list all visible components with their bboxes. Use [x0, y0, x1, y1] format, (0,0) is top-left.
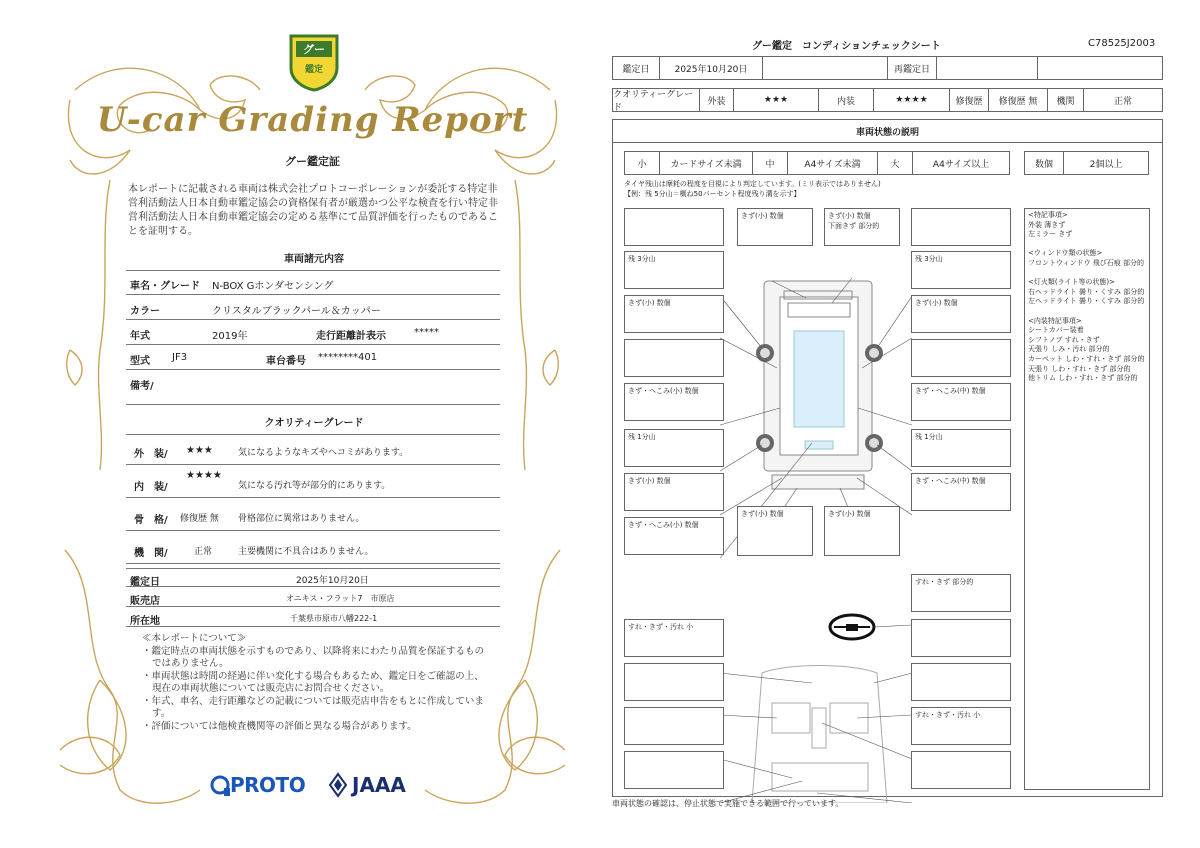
quality-section-title: クオリティーグレード — [264, 418, 364, 429]
interior-label: 内装 — [818, 88, 874, 112]
about-item: ・評価については他検査機関等の評価と異なる場合があります。 — [142, 720, 417, 732]
damage-box-mid-left: きず・へこみ(小) 数個 — [624, 383, 724, 421]
svg-text:鑑定: 鑑定 — [304, 65, 324, 75]
damage-box-top-right: きず(小) 数個 下面きず 部分的 — [824, 208, 900, 246]
proto-logo: PROTO — [230, 773, 306, 797]
damage-box-blank — [911, 339, 1011, 377]
date-label: 鑑定日 — [612, 56, 660, 80]
interior-box-blank — [624, 663, 724, 701]
goo-appraisal-emblem — [287, 32, 341, 92]
legend-small-desc: カードサイズ未満 — [659, 151, 753, 175]
address-row: 所在地 千葉県市原市八幡222-1 — [126, 608, 500, 627]
interior-box-blank — [624, 707, 724, 745]
interior-box-blank — [624, 751, 724, 789]
tire-box-rear-left: 残 1分山 — [624, 429, 724, 467]
repair-value: 修復歴 無 — [988, 88, 1048, 112]
redate-blank — [1037, 56, 1163, 80]
note-line — [1028, 240, 1146, 250]
legend-large: 大 — [877, 151, 913, 175]
about-item: ・年式、車名、走行距離などの記載については販売店申告をもとに作成しています。 — [142, 695, 484, 719]
damage-box-mid-right: きず・へこみ(中) 数個 — [911, 383, 1011, 421]
interior-box-left: すれ・きず・汚れ 小 — [624, 619, 724, 657]
legend-count-desc: 2個以上 — [1063, 151, 1149, 175]
note-line: 外装 薄きず — [1028, 220, 1066, 229]
note-line: <内装特記事項> — [1028, 316, 1082, 325]
legend-large-desc: A4サイズ以上 — [912, 151, 1010, 175]
interior-box-blank — [911, 619, 1011, 657]
damage-box-rear-left: きず(小) 数個 — [624, 473, 724, 511]
quality-row-engine: 機 関/ 正常 主要機関に不具合はありません。 — [126, 532, 500, 564]
note-line — [1028, 307, 1146, 317]
repair-label: 修復歴 — [949, 88, 989, 112]
note-line: <ウィンドウ類の状態> — [1028, 249, 1103, 258]
quality-row-exterior: 外 装/ ★★★ 気になるようなキズやヘコミがあります。 — [126, 435, 500, 465]
note-line: 右ヘッドライト 曇り・くすみ 部分的 — [1028, 287, 1145, 296]
damage-box-front-left: きず(小) 数個 — [624, 295, 724, 333]
legend-medium: 中 — [752, 151, 788, 175]
engine-value: 正常 — [1083, 88, 1163, 112]
note-line: 天張り しわ・すれ・きず 部分的 — [1028, 364, 1131, 373]
steering-box: すれ・きず 部分的 — [911, 574, 1011, 612]
certificate-heading: グー鑑定証 — [285, 155, 340, 168]
svg-text:グー: グー — [303, 43, 325, 56]
about-title: ≪本レポートについて≫ — [142, 633, 247, 644]
redate-label: 再鑑定日 — [887, 56, 937, 80]
exterior-stars: ★★★ — [733, 88, 819, 112]
spec-row-name: 車名・グレード N-BOX Gホンダセンシング — [126, 271, 500, 295]
proto-logo-icon — [210, 774, 232, 798]
jaaa-logo-icon — [328, 772, 348, 798]
note-line: 左ヘッドライト 曇り・くすみ 部分的 — [1028, 297, 1145, 306]
legend-medium-desc: A4サイズ未満 — [787, 151, 878, 175]
about-report — [140, 633, 490, 733]
quality-row-frame: 骨 格/ 修復歴 無 骨格部位に異常はありません。 — [126, 499, 500, 531]
spec-row-year: 年式 2019年 走行距離計表示 ***** — [126, 321, 500, 345]
note-line: 左ミラー きず — [1028, 230, 1073, 239]
tire-box-front-left: 残 3分山 — [624, 251, 724, 289]
damage-box-rear-left-2: きず・へこみ(小) 数個 — [624, 517, 724, 555]
spec-row-color: カラー クリスタルブラックパール＆カッパー — [126, 296, 500, 320]
damage-box-front-right: きず(小) 数個 — [911, 295, 1011, 333]
damage-box-bottom-left: きず(小) 数個 — [737, 506, 813, 556]
note-line: シフトノブ すれ・きず — [1028, 335, 1100, 344]
certificate-body-text: 本レポートに記載される車両は株式会社プロトコーポレーションが委託する特定非営利活動法人日本自動車鑑定協会の資格保有者が厳選かつ公平な検査を行い特定非営利活動法人日本自動車鑑定協会の定める基準にて品質評価を行ったものであることを証明する。 — [128, 184, 498, 237]
spec-row-note: 備考/ — [130, 381, 154, 392]
damage-box-top-left: きず(小) 数個 — [737, 208, 813, 246]
legend-count: 数個 — [1024, 151, 1064, 175]
sheet-title: グー鑑定 コンディションチェックシート — [752, 41, 941, 52]
note-line: <灯火類(ライト等の状態)> — [1028, 278, 1115, 287]
about-item: ・車両状態は時間の経過に伴い変化する場合もあるため、鑑定日をご確認の上、現在の車両状態については販売店にお問合せください。 — [142, 670, 484, 694]
damage-box-bottom-right: きず(小) 数個 — [824, 506, 900, 556]
tire-box-front-right: 残 3分山 — [911, 251, 1011, 289]
exterior-label: 外装 — [699, 88, 734, 112]
condition-check-sheet — [612, 33, 1164, 813]
desc-title: 車両状態の説明 — [612, 119, 1163, 143]
engine-label: 機関 — [1047, 88, 1084, 112]
appraisal-date-row: 鑑定日 2025年10月20日 — [126, 568, 500, 587]
date-value: 2025年10月20日 — [659, 56, 763, 80]
note-line: カーペット しわ・すれ・きず 部分的 — [1028, 354, 1145, 363]
logos — [210, 768, 460, 798]
shop-row: 販売店 オニキス・フラット7 市原店 — [126, 588, 500, 607]
interior-stars: ★★★★ — [873, 88, 950, 112]
quality-grade-label: クオリティーグレード — [612, 88, 700, 112]
grading-certificate — [40, 30, 585, 820]
note-line — [1028, 269, 1146, 279]
interior-box-blank — [911, 663, 1011, 701]
sheet-footer: 車両状態の確認は、停止状態で実施できる範囲で行っています。 — [612, 799, 844, 808]
note-line: 他トリム しわ・すれ・きず 部分的 — [1028, 374, 1138, 383]
note-line: <特記事項> — [1028, 211, 1068, 219]
damage-box-blank — [624, 339, 724, 377]
sheet-code: C78525J2003 — [1088, 38, 1156, 49]
note-line: シートカバー装着 — [1028, 326, 1084, 335]
spec-row-model: 型式 JF3 車台番号 ********401 — [126, 346, 500, 370]
report-script-title: U-car Grading Report — [96, 100, 529, 140]
jaaa-logo: JAAA — [352, 773, 406, 797]
tire-example: 【例：残 5分山＝概ね50パーセント程度残り溝を示す】 — [624, 190, 801, 198]
damage-box-blank — [624, 208, 724, 246]
interior-box-right: すれ・きず・汚れ 小 — [911, 707, 1011, 745]
damage-box-rear-right: きず・へこみ(中) 数個 — [911, 473, 1011, 511]
note-line: フロントウィンドウ 飛び石痕 部分的 — [1028, 258, 1145, 267]
tire-note: タイヤ残山は摩耗の程度を目視により判定しています。(ミリ表示ではありません) — [624, 180, 881, 188]
damage-box-blank — [911, 208, 1011, 246]
note-line: 天張り しみ・汚れ 部分的 — [1028, 345, 1110, 354]
quality-row-interior: 内 装/ ★★★★ 気になる汚れ等が部分的にあります。 — [126, 466, 500, 498]
legend-small: 小 — [624, 151, 660, 175]
interior-box-blank — [911, 751, 1011, 789]
about-item: ・鑑定時点の車両状態を示すものであり、以降将来にわたり品質を保証するものではありません。 — [142, 645, 485, 669]
date-blank — [762, 56, 888, 80]
steering-wheel-icon — [830, 615, 874, 639]
tire-box-rear-right: 残 1分山 — [911, 429, 1011, 467]
spec-section-title: 車両諸元内容 — [284, 254, 344, 265]
special-notes-panel — [1024, 208, 1150, 790]
redate-value — [936, 56, 1038, 80]
